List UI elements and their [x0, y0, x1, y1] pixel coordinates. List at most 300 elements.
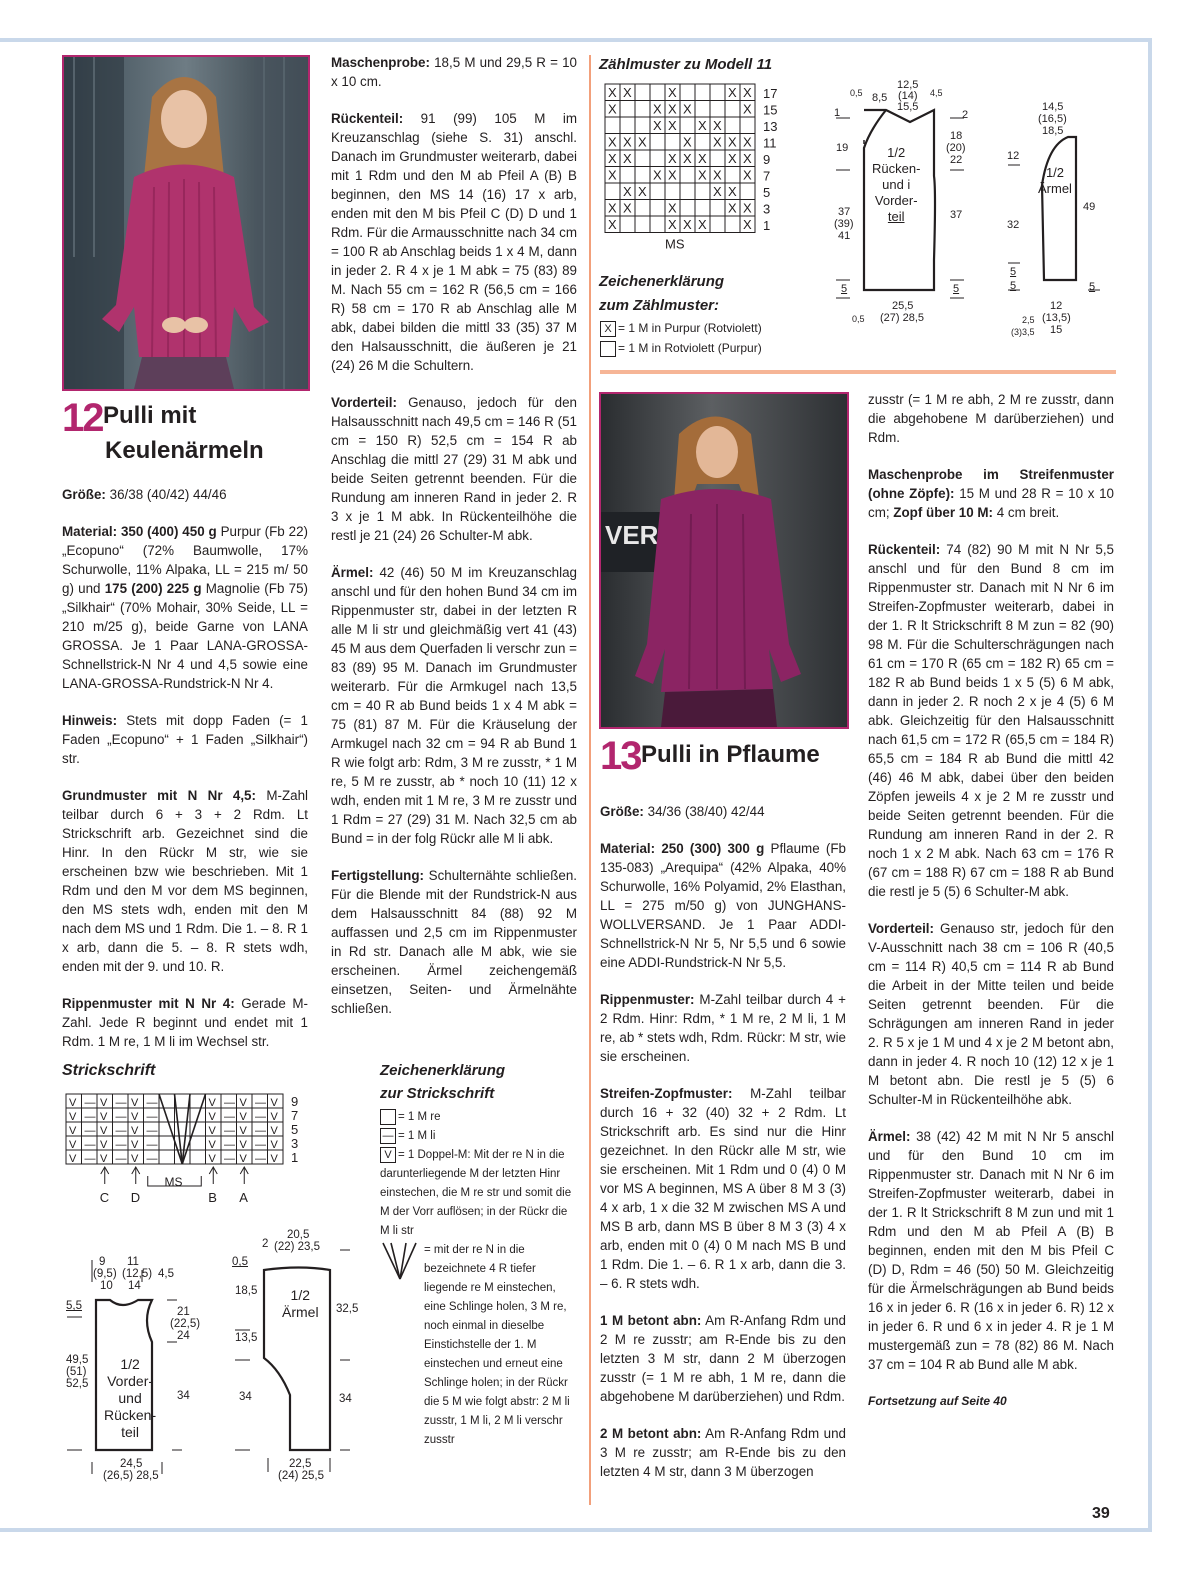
- schema11s-bottom-12: 12: [1050, 300, 1063, 312]
- schema12s-bottom-225: 22,5: [289, 1458, 312, 1470]
- model12-grundmuster: Grundmuster mit N Nr 4,5: M-Zahl teilbar durch 6 + 3 + 2 Rdm. Lt Strickschrift arb. Gezeichnet sind die Hinr. In den Rückr M str, wie sie erscheinen bzw wie beschrieben. Mit 1 Rdm und den M vor dem MS beginnen, den MS stets wdh, enden mit den M nach dem MS und 1 Rdm. Die 1. – 8. R 1 x arb, dann die 5. – 8. R stets wdh, enden mit der 9. und 10. R.: [62, 788, 308, 974]
- page-frame-top: [0, 38, 1152, 42]
- schema12s-left-135: 13,5: [235, 1332, 258, 1344]
- strickschrift-symbol: —: [255, 1125, 266, 1137]
- strickschrift-row-label: 5: [291, 1122, 299, 1137]
- zaehlmuster-cell: [740, 117, 755, 134]
- strickschrift-symbol: —: [224, 1097, 235, 1109]
- zaehlmuster-x-mark: X: [728, 85, 737, 100]
- zaehlmuster-x-mark: X: [683, 217, 692, 232]
- zaehlmuster-x-mark: X: [638, 184, 647, 199]
- strickschrift-cell: [159, 1136, 175, 1150]
- zaehlmuster-cell: [665, 134, 680, 151]
- zaehlmuster-cell: [650, 150, 665, 167]
- zaehlmuster-x-mark: X: [608, 101, 617, 117]
- zaehlmuster-x-mark: X: [683, 134, 692, 150]
- strickschrift-symbol: —: [115, 1125, 127, 1137]
- model13-photo-sign: VER: [605, 520, 659, 550]
- strickschrift-symbol: —: [255, 1111, 266, 1123]
- model12-title-line2: Keulenärmeln: [105, 437, 264, 464]
- zaehlmuster-cell: [680, 117, 695, 134]
- zaehlmuster-x-mark: X: [608, 151, 617, 166]
- zaehlmuster-cell: [680, 183, 695, 200]
- strickschrift-arrow-label: D: [130, 1190, 141, 1205]
- zaehlmuster-row-label: 1: [763, 218, 771, 233]
- zaehlmuster-x-mark: X: [653, 118, 662, 133]
- strickschrift-symbol: V: [131, 1153, 139, 1165]
- strickschrift-arrow-label: B: [208, 1190, 217, 1205]
- schema11-left-1: 1: [834, 107, 841, 119]
- strickschrift-legend-title2: zur Strickschrift: [380, 1085, 495, 1102]
- schema11-right-5: 5: [953, 283, 960, 295]
- zaehlmuster-cell: [740, 183, 755, 200]
- schema11-left-19: 19: [836, 142, 849, 154]
- double-stitch-symbol-icon: V: [380, 1147, 396, 1163]
- model13-title: Pulli in Pflaume: [641, 741, 820, 768]
- strickschrift-row-label: 7: [291, 1108, 299, 1123]
- zaehlmuster-x-mark: X: [608, 134, 617, 150]
- zaehlmuster-x-mark: X: [683, 151, 692, 166]
- schema12s-bottom-24: (24) 25,5: [278, 1470, 325, 1482]
- zaehlmuster-legend-title1: Zeichenerklärung: [599, 273, 725, 290]
- strickschrift-symbol: V: [270, 1153, 278, 1165]
- schema11s-right-49: 49: [1083, 201, 1096, 213]
- model12-maschenprobe: Maschenprobe: 18,5 M und 29,5 R = 10 x 10 cm.: [331, 55, 577, 89]
- schema11s-left-5b: 5: [1010, 280, 1017, 292]
- strickschrift-symbol: V: [239, 1125, 247, 1137]
- zaehlmuster-x-mark: X: [728, 151, 737, 166]
- column-divider: [589, 55, 591, 1505]
- strickschrift-legend-title1: Zeichenerklärung: [380, 1062, 506, 1079]
- schema12-bottom-265: (26,5) 28,5: [103, 1470, 159, 1482]
- schema11s-top-145: 14,5: [1042, 101, 1064, 113]
- zaehlmuster-x-mark: X: [623, 134, 632, 150]
- schema12-right-34: 34: [177, 1390, 190, 1402]
- schema11s-right-5: 5: [1089, 281, 1096, 293]
- strickschrift-cell: [175, 1094, 191, 1108]
- strickschrift-symbol: V: [100, 1153, 108, 1165]
- model12-schema-sleeve: [230, 1240, 360, 1480]
- model13-vorderteil: Vorderteil: Genauso str, jedoch für den V-Ausschnitt nach 38 cm = 106 R (40,5 cm = 114 R) 40,5 cm = 114 R ab Bund die Arbeit in der Mitte teilen und beide Seiten getrennt beenden. Für die Schrägungen am inneren Rand in jeder 2. R 5 x je 1 M und 4 x je 2 M betont abn, dann in jeder 4. R noch 10 (12) 12 x je 1 M betont abn. Die restl je 5 (5) 6 Schulter-M in Rückenteilhöhe abk.: [868, 921, 1114, 1107]
- strickschrift-symbol: V: [270, 1139, 278, 1151]
- schema11-top-85: 8,5: [872, 92, 888, 104]
- schema12-left-495: 49,5: [66, 1354, 89, 1366]
- schema11s-bottom-35: (3)3,5: [1011, 327, 1035, 337]
- strickschrift-symbol: —: [84, 1111, 96, 1123]
- x-symbol-icon: X: [600, 321, 616, 337]
- strickschrift-symbol: —: [146, 1097, 158, 1109]
- strickschrift-row-label: 9: [291, 1094, 299, 1109]
- strickschrift-symbol: V: [100, 1111, 108, 1123]
- schema11-right-22: 22: [950, 154, 963, 166]
- zaehlmuster-x-mark: X: [698, 167, 707, 183]
- strickschrift-symbol: V: [239, 1111, 247, 1123]
- model12-material: Material: 350 (400) 450 g Purpur (Fb 22) „Ecopuno“ (72% Baumwolle, 17% Schurwolle, 11% Alpaka, LL = 215 m/ 50 g) und 175 (200) 225 g Magnolie (Fb 75) „Silkhair“ (70% Mohair, 30% Seide, LL = 210 m/25 g), beide Garne von LANA GROSSA. Je 1 Paar LANA-GROSSA-Schnellstrick-N Nr 4 und 4,5 sowie eine LANA-GROSSA-Rundstrick-N Nr 4.: [62, 524, 308, 691]
- zaehlmuster-cell: [695, 84, 710, 101]
- strickschrift-symbol: V: [208, 1111, 216, 1123]
- zaehlmuster-x-mark: X: [608, 85, 617, 100]
- strickschrift-symbol: —: [84, 1139, 96, 1151]
- strickschrift-arrow-label: C: [99, 1190, 110, 1205]
- zaehlmuster-cell: [710, 200, 725, 217]
- section-divider: [600, 370, 1116, 374]
- zaehlmuster-x-mark: X: [698, 151, 707, 166]
- zaehlmuster-row-label: 17: [763, 86, 778, 101]
- strickschrift-symbol: V: [208, 1125, 216, 1137]
- schema12-top-10: 10: [100, 1280, 113, 1292]
- strickschrift-symbol: V: [239, 1139, 247, 1151]
- zaehlmuster-legend-title2: zum Zählmuster:: [599, 297, 720, 314]
- schema12s-left-34: 34: [239, 1391, 252, 1403]
- zaehlmuster-cell: [725, 216, 740, 233]
- model13-betont1: 1 M betont abn: Am R-Anfang Rdm und 2 M re zusstr; am R-Ende bis zu den letzten 3 M str, dann 2 M überzogen zusstr (= 1 M re abh, 1 M re, dann die abgehobene M darüberziehen) und Rdm.: [600, 1313, 846, 1404]
- zaehlmuster-cell: [680, 167, 695, 184]
- schema12s-left-05: 0,5: [232, 1256, 248, 1268]
- zaehlmuster-cell: [650, 134, 665, 151]
- zaehlmuster-row-label: 7: [763, 168, 771, 184]
- page-frame-bottom: [0, 1528, 1152, 1532]
- model13-betont2: 2 M betont abn: Am R-Anfang Rdm und 3 M re zusstr; am R-Ende bis zu den letzten 4 M str, dann 3 M überzogen: [600, 1426, 846, 1479]
- legend-rotviolett: = 1 M in Rotviolett (Purpur): [600, 338, 762, 358]
- zaehlmuster-cell: [635, 150, 650, 167]
- zaehlmuster-x-mark: X: [683, 101, 692, 117]
- zaehlmuster-x-mark: X: [623, 151, 632, 166]
- schema11-left-5: 5: [841, 283, 848, 295]
- schema11s-piece-label: 1/2 Ärmel: [1038, 165, 1072, 196]
- zaehlmuster-x-mark: X: [608, 200, 617, 216]
- strickschrift-symbol: V: [208, 1097, 216, 1109]
- strickschrift-symbol: V: [100, 1125, 108, 1137]
- schema11-piece-label: 1/2 Rücken- und i Vorder- teil: [872, 145, 921, 224]
- zaehlmuster-row-label: 11: [763, 135, 777, 151]
- zaehlmuster-x-mark: X: [668, 151, 677, 166]
- strickschrift-symbol: —: [115, 1097, 127, 1109]
- strickschrift-ms-label: MS: [164, 1175, 183, 1189]
- zaehlmuster-x-mark: X: [743, 101, 752, 117]
- strickschrift-symbol: V: [270, 1111, 278, 1123]
- model12-title-line1: Pulli mit: [103, 402, 197, 429]
- zaehlmuster-cell: [695, 200, 710, 217]
- strickschrift-symbol: V: [131, 1111, 139, 1123]
- zaehlmuster-cell: [605, 117, 620, 134]
- schema11-right-37: 37: [950, 209, 963, 221]
- model13-col4-continued: zusstr (= 1 M re abh, 2 M re zusstr, dann die abgehobene M darüberziehen) und Rdm.: [868, 392, 1114, 445]
- schema12-top-14: 14: [128, 1280, 141, 1292]
- schema11s-left-5a: 5: [1010, 266, 1017, 278]
- schema11s-bottom-15: 15: [1050, 324, 1063, 336]
- zaehlmuster-x-mark: X: [608, 217, 617, 232]
- schema12-left-525: 52,5: [66, 1378, 89, 1390]
- model12-number: 12: [62, 396, 103, 440]
- legend-purple: X = 1 M in Purpur (Rotviolett): [600, 318, 762, 338]
- zaehlmuster-x-mark: X: [743, 85, 752, 100]
- strickschrift-symbol: —: [224, 1153, 235, 1165]
- strickschrift-symbol: V: [239, 1097, 247, 1109]
- strickschrift-arrow-label: A: [239, 1190, 248, 1205]
- zaehlmuster-x-mark: X: [698, 217, 707, 232]
- strickschrift-symbol: —: [115, 1139, 127, 1151]
- schema11-top-45: 4,5: [930, 88, 943, 98]
- strickschrift-symbol: —: [84, 1097, 96, 1109]
- zaehlmuster-x-mark: X: [713, 134, 722, 150]
- zaehlmuster-chart: [603, 82, 793, 260]
- strickschrift-chart: [62, 1090, 362, 1220]
- model13-maschenprobe: Maschenprobe im Streifenmuster (ohne Zöpfe): 15 M und 28 R = 10 x 10 cm; Zopf über 10 M: 4 cm breit.: [868, 467, 1115, 520]
- zaehlmuster-cell: [620, 117, 635, 134]
- zaehlmuster-cell: [680, 200, 695, 217]
- schema11s-bottom-25: 2,5: [1022, 315, 1035, 325]
- strickschrift-symbol: —: [224, 1125, 235, 1137]
- strickschrift-legend: [380, 1108, 576, 1450]
- zaehlmuster-x-mark: X: [653, 101, 662, 117]
- zaehlmuster-cell: [635, 216, 650, 233]
- zaehlmuster-x-mark: X: [668, 101, 677, 117]
- zaehlmuster-cell: [620, 216, 635, 233]
- schema11-top-05: 0,5: [850, 88, 863, 98]
- zaehlmuster-cell: [605, 183, 620, 200]
- strickschrift-symbol: V: [69, 1097, 77, 1109]
- strickschrift-symbol: —: [146, 1111, 158, 1123]
- zaehlmuster-cell: [710, 101, 725, 118]
- strickschrift-symbol: —: [146, 1125, 158, 1137]
- legend-item-double: V = 1 Doppel-M: Mit der re N in die darunterliegende M der letzten Hinr einstechen, die M re str und somit die M der Vorr auflösen; in der Rückr die M li str: [380, 1148, 572, 1237]
- strickschrift-symbol: V: [131, 1097, 139, 1109]
- strickschrift-symbol: —: [146, 1153, 158, 1165]
- strickschrift-symbol: V: [270, 1097, 278, 1109]
- schema12-piece-label: 1/2 Vorder- und Rücken- teil: [104, 1356, 157, 1440]
- zaehlmuster-cell: [665, 183, 680, 200]
- zaehlmuster-x-mark: X: [668, 167, 677, 183]
- zaehlmuster-x-mark: X: [623, 184, 632, 199]
- model13-rueckenteil: Rückenteil: 74 (82) 90 M mit N Nr 5,5 anschl und für den Bund 8 cm im Rippenmuster str. Danach mit N Nr 6 im Streifen-Zopfmuster weiterarb, dabei in der 1. R lt Strickschrift 8 M zun = 82 (90) 98 M. Für die Schulterschrägungen nach 61 cm = 170 R (65 cm = 182 R) 65 cm = 182 R ab Bund beids 1 x 5 (5) 6 M abk, dann in jeder 2. R noch 2 x je 4 (5) 6 M abk. Gleichzeitig für den Halsausschnitt nach 61,5 cm = 172 R (65,5 cm = 184 R) 65,5 cm = 184 R ab Bund die mittl 42 (46) 46 M abk, dabei über den beiden Zöpfen jeweils 4 x je 2 M re zusstr und beide Seiten getrennt beenden. Für die Rundung am inneren Rand in der 2. R noch 1 x 2 M abk. Nach 63 cm = 176 R (67 cm = 188 R) 67 cm = 188 R ab Bund die restl je 5 (5) 6 Schulter-M abk.: [868, 542, 1114, 899]
- strickschrift-symbol: V: [239, 1153, 247, 1165]
- zaehlmuster-x-mark: X: [623, 85, 632, 100]
- cable-symbol-icon: [380, 1241, 422, 1281]
- schema11-bottom-255: 25,5: [892, 300, 914, 312]
- zaehlmuster-cell: [620, 167, 635, 184]
- model12-rueckenteil: Rückenteil: 91 (99) 105 M im Kreuzanschlag (siehe S. 31) anschl. Danach im Grundmuster weiterarb, dabei mit 1 Rdm und den M ab Pfeil A (B) B beginnen, den MS 14 (16) 17 x arb, enden mit den M bis Pfeil C (D) D und 1 Rdm. Für die Armausschnitte nach 34 cm = 100 R ab Anschlag beids 1 x 4 M, dann in jeder 2. R 4 x je 1 M abk = 75 (83) 89 M. Nach 55 cm = 162 R (56,5 cm = 166 R) 58 cm = 170 R ab Anschlag alle M abk, dabei bilden die mittl 33 (35) 37 M den Halsausschnitt, die äußeren je 21 (24) 26 M die Schultern.: [331, 111, 577, 373]
- strickschrift-symbol: V: [208, 1139, 216, 1151]
- zaehlmuster-cell: [635, 167, 650, 184]
- strickschrift-symbol: —: [255, 1097, 266, 1109]
- zaehlmuster-cell: [710, 216, 725, 233]
- schema11-left-39: (39): [834, 218, 854, 230]
- schema12-right-24: 24: [177, 1330, 190, 1342]
- schema11s-top-185: 18,5: [1042, 125, 1064, 137]
- schema11-right-18: 18: [950, 130, 963, 142]
- zaehlmuster-cell: [710, 84, 725, 101]
- strickschrift-symbol: —: [115, 1111, 127, 1123]
- zaehlmuster-x-mark: X: [608, 167, 617, 183]
- schema11s-top-165: (16,5): [1038, 113, 1067, 125]
- schema11-top-14: (14): [898, 90, 918, 102]
- zaehlmuster-row-label: 15: [763, 102, 778, 118]
- strickschrift-symbol: V: [270, 1125, 278, 1137]
- strickschrift-row-label: 1: [291, 1150, 299, 1165]
- schema12s-top-2: 2: [262, 1238, 269, 1250]
- zaehlmuster-cell: [695, 183, 710, 200]
- zaehlmuster-row-label: 13: [763, 119, 778, 134]
- page-number: 39: [1092, 1505, 1110, 1522]
- zaehlmuster-x-mark: X: [638, 134, 647, 150]
- model12-hint: Hinweis: Stets mit dopp Faden (= 1 Faden „Ecopuno“ + 1 Faden „Silkhair“) str.: [62, 713, 308, 766]
- knit-symbol-icon: [380, 1109, 396, 1125]
- schema12-top-9: 9: [99, 1256, 106, 1268]
- zaehlmuster-cell: [725, 167, 740, 184]
- schema11-top-125: 12,5: [897, 79, 919, 91]
- zaehlmuster-row-label: 5: [763, 185, 771, 200]
- model12-column2: [331, 53, 577, 1036]
- schema11-bottom-05: 0,5: [852, 314, 865, 324]
- zaehlmuster-cell: [680, 84, 695, 101]
- zaehlmuster-x-mark: X: [698, 118, 707, 133]
- strickschrift-symbol: V: [69, 1111, 77, 1123]
- strickschrift-symbol: V: [131, 1125, 139, 1137]
- strickschrift-symbol: —: [224, 1139, 235, 1151]
- strickschrift-symbol: V: [100, 1097, 108, 1109]
- model12-fertigstellung: Fertigstellung: Schulternähte schließen. Für die Blende mit der Rundstrick-N aus dem Halsausschnitt 84 (88) 92 M auffassen und 2,5 cm im Rippenmuster in Rd str. Danach alle M abk, wie sie erscheinen. Ärmel zeichengemäß einsetzen, Seiten- und Ärmelnähte schließen.: [331, 868, 577, 1016]
- schema12-top-11: 11: [127, 1256, 139, 1268]
- zaehlmuster-x-mark: X: [713, 184, 722, 199]
- zaehlmuster-cell: [635, 117, 650, 134]
- strickschrift-symbol: V: [69, 1153, 77, 1165]
- zaehlmuster-cell: [635, 200, 650, 217]
- schema12s-top-22: (22) 23,5: [274, 1241, 321, 1253]
- model13-material: Material: 250 (300) 300 g Pflaume (Fb 135-083) „Arequipa“ (42% Alpaka, 40% Schurwolle, 16% Polyamid, 2% Elasthan, LL = 275 m/50 g) von JUNGHANS-WOLLVERSAND. Je 1 Paar ADDI-Schnellstrick-N Nr 5, Nr 5,5 und 6 sowie eine ADDI-Rundstrick-N Nr 5,5.: [600, 841, 846, 970]
- zaehlmuster-cell: [695, 134, 710, 151]
- schema12-top-125: (12,5): [122, 1268, 153, 1280]
- zaehlmuster-x-mark: X: [743, 167, 752, 183]
- zaehlmuster-cell: [725, 117, 740, 134]
- model12-photo: [62, 55, 310, 391]
- zaehlmuster-x-mark: X: [728, 200, 737, 216]
- schema11-right-20: (20): [946, 142, 966, 154]
- zaehlmuster-cell: [635, 84, 650, 101]
- legend-item-knit: = 1 M re: [380, 1108, 576, 1127]
- zaehlmuster-cell: [725, 101, 740, 118]
- schema12s-right-325: 32,5: [336, 1303, 359, 1315]
- schema12-right-225: (22,5): [170, 1318, 201, 1330]
- zaehlmuster-x-mark: X: [728, 134, 737, 150]
- zaehlmuster-x-mark: X: [743, 200, 752, 216]
- schema12s-piece-label: 1/2 Ärmel: [282, 1287, 319, 1320]
- zaehlmuster-x-mark: X: [623, 200, 632, 216]
- model12-vorderteil: Vorderteil: Genauso, jedoch für den Halsausschnitt nach 49,5 cm = 146 R (51 cm = 150 R) 52,5 cm = 154 R ab Anschlag die mittl 27 (29) 31 M abk und beide Seiten getrennt beenden. Für die Rundung am inneren Rand in jeder 2. R 3 x je 1 M abk. In Rückenteilhöhe die restl je 21 (24) 26 Schulter-M abk.: [331, 395, 577, 543]
- strickschrift-symbol: —: [255, 1139, 266, 1151]
- zaehlmuster-x-mark: X: [743, 134, 752, 150]
- continued-note: Fortsetzung auf Seite 40: [868, 1394, 1007, 1408]
- strickschrift-symbol: V: [69, 1139, 77, 1151]
- model12-size: Größe: 36/38 (40/42) 44/46: [62, 487, 227, 502]
- model13-aermel: Ärmel: 38 (42) 42 M mit N Nr 5 anschl und für den Bund 10 cm im Rippenmuster str. Danach mit N Nr 6 im Streifen-Zopfmuster weiterarb, dabei in der 1. R lt Strickschrift 8 M zun und mit 1 Rdm und den M ab Pfeil A (B) B beginnen, enden mit den M bis Pfeil C (D) D, Rdm = 46 (50) 50 M. Gleichzeitig für die Ärmelschrägungen ab Bund beids 16 x in jeder 6. R (16 x in jeder 6. R) 12 x in jeder 6. R und 6 x in jeder 4. R je 1 M mustergemäß zun = 78 (82) 86 M. Nach 37 cm = 104 R ab Bund alle M abk.: [868, 1129, 1114, 1372]
- zaehlmuster-x-mark: X: [668, 200, 677, 216]
- zaehlmuster-title: Zählmuster zu Modell 11: [599, 56, 773, 73]
- zaehlmuster-cell: [695, 101, 710, 118]
- zaehlmuster-row-label: 9: [763, 152, 771, 167]
- strickschrift-symbol: —: [115, 1153, 127, 1165]
- model13-number: 13: [600, 734, 641, 778]
- schema12s-top-205: 20,5: [287, 1229, 310, 1241]
- schema12-bottom-245: 24,5: [120, 1458, 143, 1470]
- strickschrift-symbol: —: [84, 1153, 96, 1165]
- zaehlmuster-x-mark: X: [713, 118, 722, 133]
- schema12-top-95: (9,5): [93, 1268, 117, 1280]
- strickschrift-symbol: V: [69, 1125, 77, 1137]
- zaehlmuster-row-label: 3: [763, 201, 771, 217]
- zaehlmuster-ms-label: MS: [665, 236, 685, 252]
- zaehlmuster-x-mark: X: [668, 217, 677, 232]
- legend-item-purl: — = 1 M li: [380, 1127, 576, 1146]
- zaehlmuster-cell: [650, 216, 665, 233]
- schema11-right-2: 2: [962, 109, 969, 121]
- zaehlmuster-x-mark: X: [653, 167, 662, 183]
- strickschrift-cell: [159, 1150, 175, 1164]
- strickschrift-symbol: —: [84, 1125, 96, 1137]
- schema11-top-155: 15,5: [897, 101, 919, 113]
- schema11s-left-12: 12: [1007, 150, 1020, 162]
- model13-column4: [868, 390, 1114, 1429]
- strickschrift-symbol: —: [224, 1111, 235, 1123]
- strickschrift-cell: [190, 1136, 206, 1150]
- empty-symbol-icon: [600, 341, 616, 357]
- zaehlmuster-x-mark: X: [668, 118, 677, 133]
- schema11-bottom-27: (27) 28,5: [880, 312, 925, 324]
- page-frame-right: [1148, 38, 1152, 1530]
- zaehlmuster-x-mark: X: [743, 151, 752, 166]
- zaehlmuster-cell: [620, 101, 635, 118]
- schema11-left-41: 41: [838, 230, 851, 242]
- schema12-left-51: (51): [66, 1366, 87, 1378]
- model12-rippenmuster: Rippenmuster mit N Nr 4: Gerade M-Zahl. Jede R beginnt und endet mit 1 Rdm. 1 M re, 1 M li im Wechsel str.: [62, 996, 308, 1049]
- legend-item-cable: = mit der re N in die bezeichnete 4 R tiefer liegende re M einstechen, eine Schlinge holen, 3 M re, noch einmal in dieselbe Einstichstelle der 1. M einstechen und erneut eine Schlinge holen; in der Rückr die 5 M wie folgt abstr: 2 M li zusstr, 1 M li, 2 M li verschr zusstr: [380, 1241, 576, 1450]
- model13-column3: [600, 802, 846, 1499]
- purl-symbol-icon: —: [380, 1128, 396, 1144]
- strickschrift-symbol: —: [255, 1153, 266, 1165]
- model12-column1: [62, 485, 308, 1069]
- zaehlmuster-x-mark: X: [713, 167, 722, 183]
- strickschrift-symbol: V: [131, 1139, 139, 1151]
- zaehlmuster-cell: [650, 183, 665, 200]
- model12-aermel: Ärmel: 42 (46) 50 M im Kreuzanschlag anschl und für den hohen Bund 34 cm im Rippenmuster str, dabei in der letzten R alle M li str und gleichmäßig vert 41 (43) 45 M aus dem Querfaden li verschr zun = 83 (89) 95 M. Danach im Grundmuster weiterarb. Für die Armkugel nach 13,5 cm = 40 R ab Bund beids 1 x 4 M abk = 75 (81) 87 M. Für die Kräuselung der Armkugel nach 32 cm = 94 R ab Bund 1 R wie folgt arb: Rdm, 3 M re zusstr, * 1 M re, 5 M re zusstr, ab * noch 10 (11) 12 x wdh, enden mit 1 M re, 3 M re zusstr und 1 Rdm = 27 (29) 31 M. Nach 32,5 cm ab Bund = in der folg Rückr alle M li abk.: [331, 565, 577, 846]
- model13-photo: [599, 392, 849, 729]
- zaehlmuster-x-mark: X: [668, 85, 677, 100]
- schema12-top-45: 4,5: [158, 1268, 174, 1280]
- schema12-right-21: 21: [177, 1306, 190, 1318]
- strickschrift-symbol: —: [146, 1139, 158, 1151]
- schema12-left-55: 5,5: [66, 1300, 82, 1312]
- model13-size: Größe: 34/36 (38/40) 42/44: [600, 804, 765, 819]
- strickschrift-cell: [190, 1150, 206, 1164]
- zaehlmuster-cell: [650, 200, 665, 217]
- zaehlmuster-cell: [635, 101, 650, 118]
- strickschrift-symbol: V: [208, 1153, 216, 1165]
- schema11-left-37: 37: [838, 206, 851, 218]
- model13-streifen: Streifen-Zopfmuster: M-Zahl teilbar durch 16 + 32 (40) 32 + 2 Rdm. Lt Strickschrift arb. Es sind nur die Hinr gezeichnet. In den Rückr alle M str, wie sie erscheinen. Mit 1 Rdm und 0 (4) 0 M vor MS A beginnen, MS A über 8 M 3 (3) 4 x arb, 1 x die 32 M zwischen MS A und MS B arb, dann MS B über 8 M 3 (3) 4 x arb, enden mit 0 (4) 0 M nach MS B und 1 Rdm. Die 1. – 6. R 1 x arb, dann die 3. – 6. R stets wdh.: [600, 1086, 846, 1291]
- schema12s-left-185: 18,5: [235, 1285, 258, 1297]
- zaehlmuster-x-mark: X: [728, 184, 737, 199]
- model13-rippenmuster: Rippenmuster: M-Zahl teilbar durch 4 + 2 Rdm. Hinr: Rdm, * 1 M re, 2 M li, 1 M re, ab * stets wdh, Rdm. Rückr: M str, wie sie erscheinen.: [600, 992, 846, 1064]
- strickschrift-row-label: 3: [291, 1136, 299, 1151]
- strickschrift-title: Strickschrift: [62, 1062, 156, 1079]
- zaehlmuster-legend: [600, 318, 762, 358]
- strickschrift-cell: [175, 1122, 191, 1136]
- strickschrift-symbol: V: [100, 1139, 108, 1151]
- zaehlmuster-x-mark: X: [743, 217, 752, 232]
- schema11s-bottom-135: (13,5): [1042, 312, 1071, 324]
- schema11s-left-32: 32: [1007, 219, 1020, 231]
- zaehlmuster-cell: [710, 150, 725, 167]
- schema12s-right-34: 34: [339, 1393, 352, 1405]
